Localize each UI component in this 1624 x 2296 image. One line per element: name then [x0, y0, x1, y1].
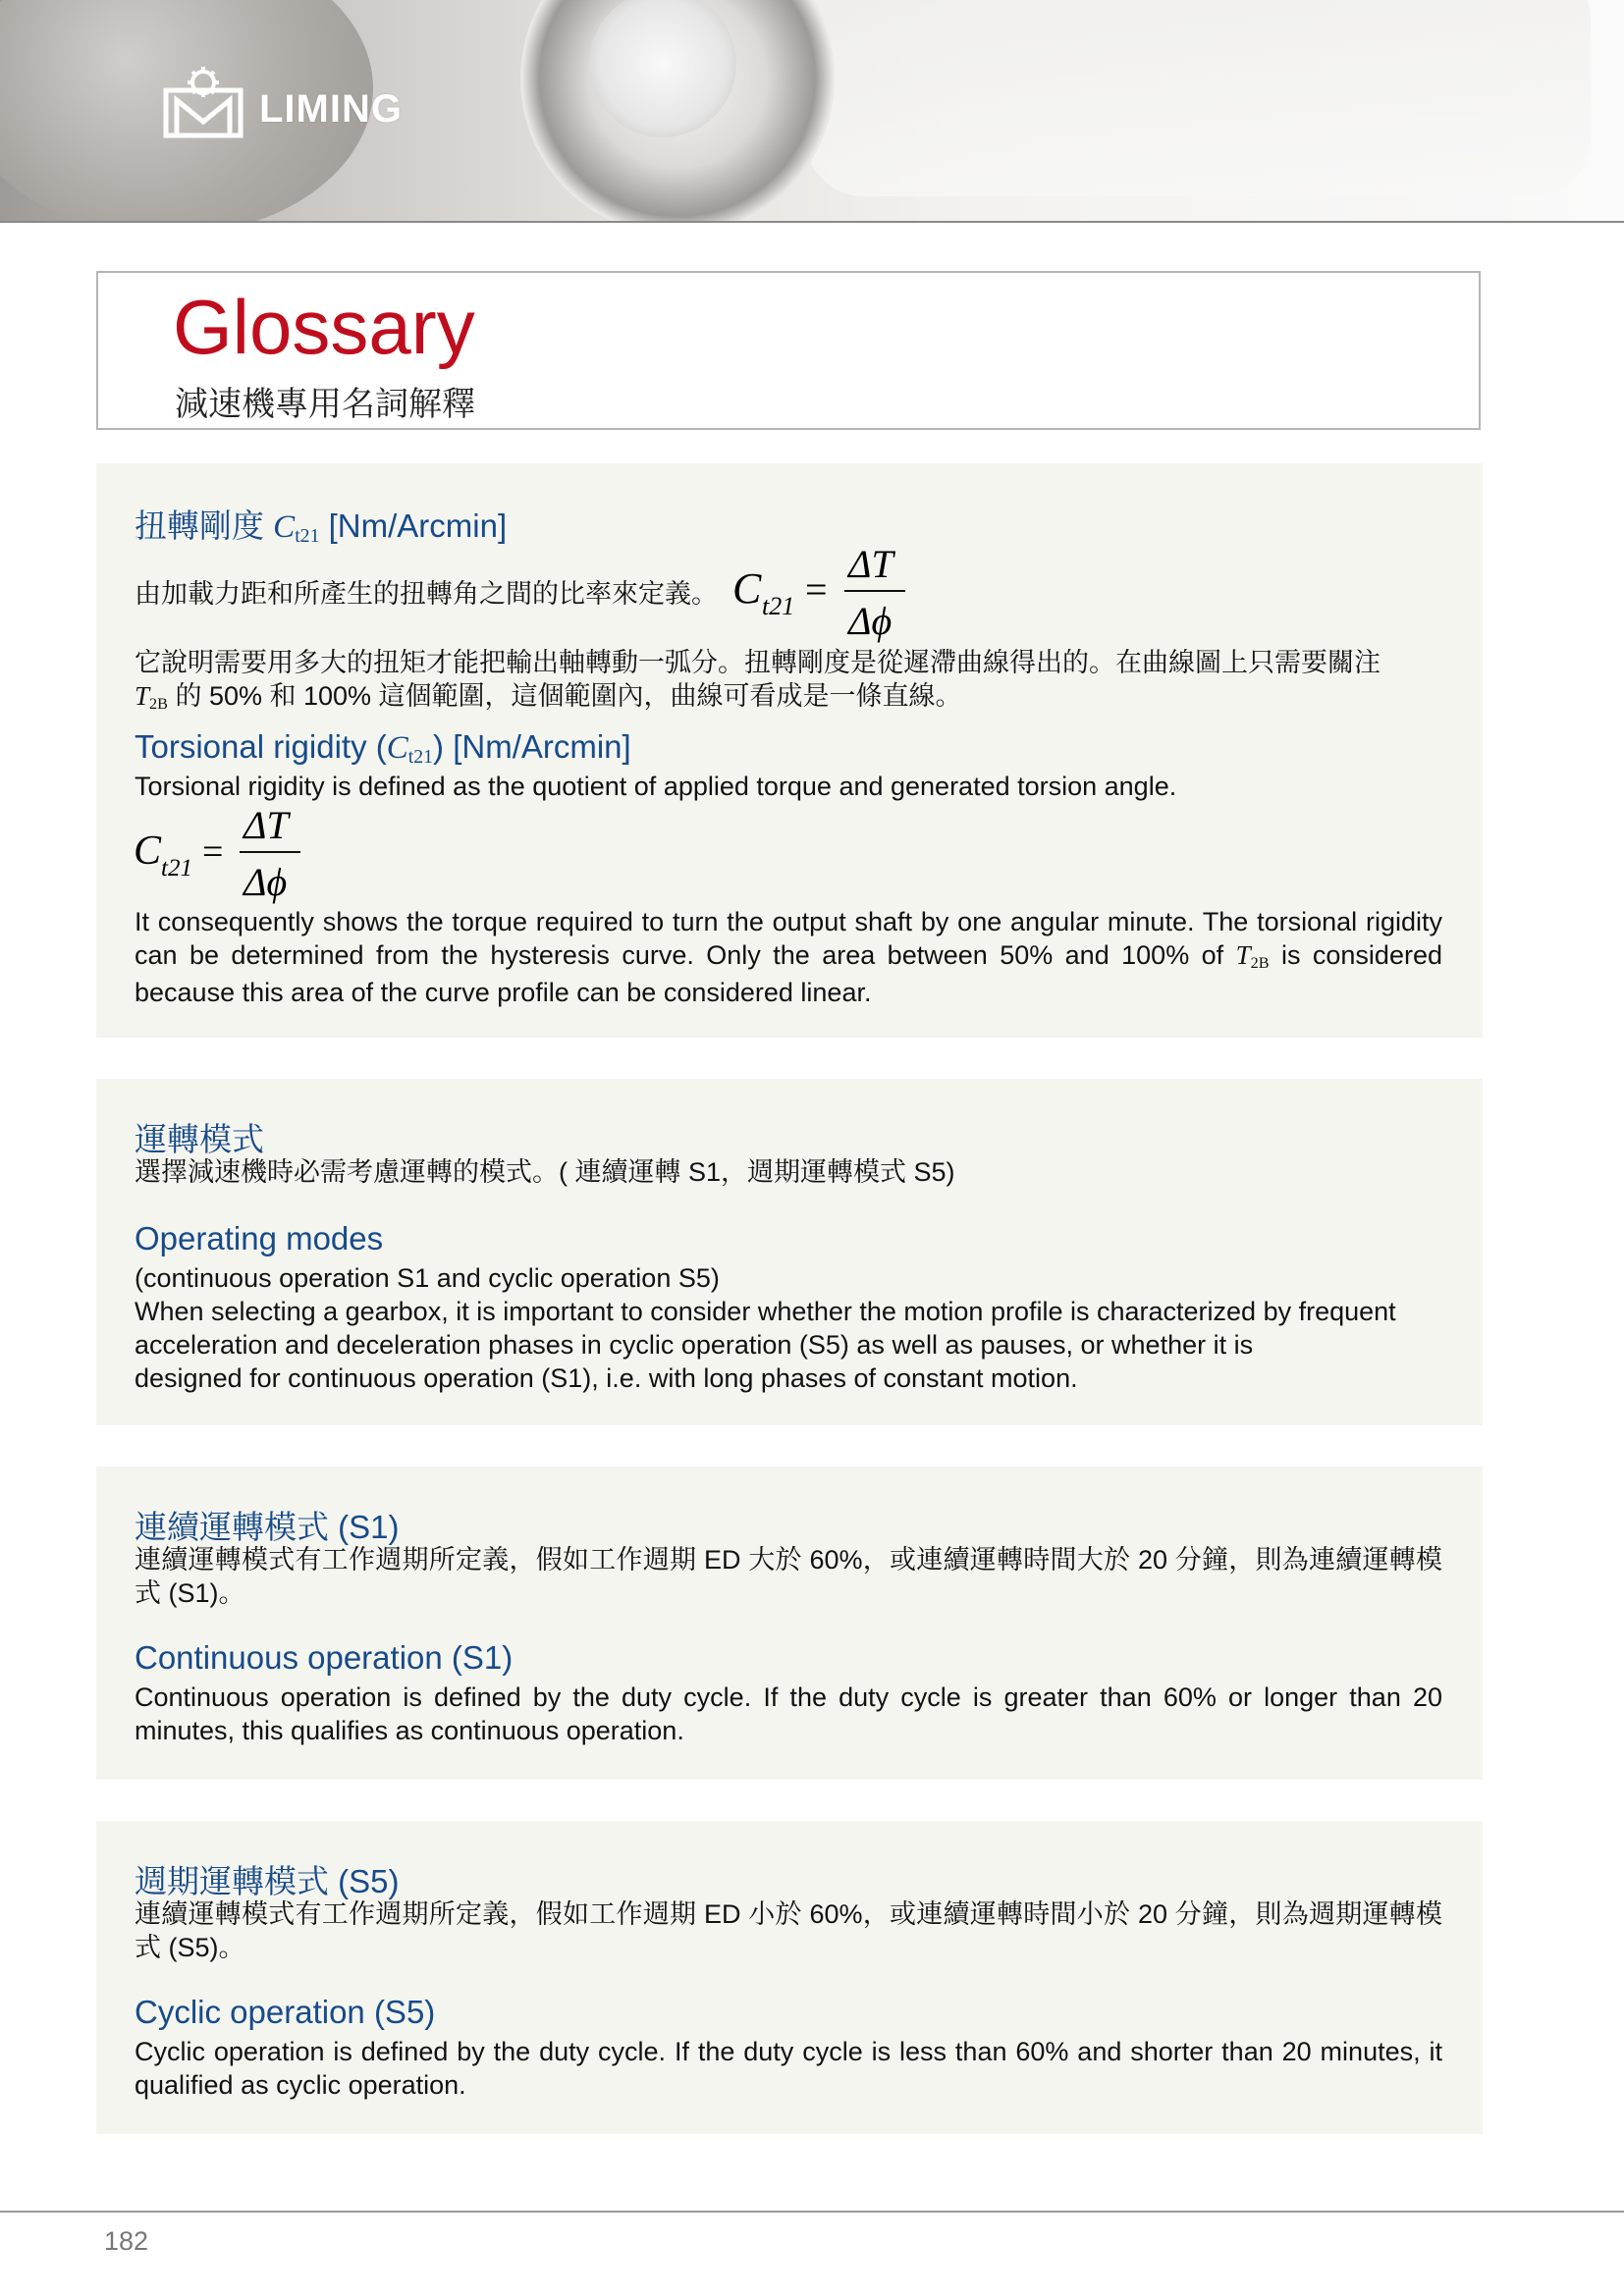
heading-text: 扭轉剛度 [135, 507, 274, 544]
panel-operating-modes [96, 1079, 1483, 1425]
symbol-c: C [386, 730, 408, 766]
symbol-sub: 2B [1250, 954, 1270, 973]
symbol-t: T [135, 681, 150, 711]
formula-eq: = [805, 567, 828, 612]
page-subtitle: 減速機專用名詞解釋 [175, 386, 475, 423]
modes-en-heading: Operating modes [135, 1220, 384, 1256]
footer-rule [0, 2211, 1624, 2213]
rigidity-en-heading [135, 728, 631, 767]
panel-torsional-rigidity [96, 463, 1483, 1038]
s5-zh-heading: 週期運轉模式 (S5) [135, 1863, 400, 1899]
s1-zh-heading: 連續運轉模式 (S1) [135, 1509, 400, 1545]
rigidity-formula-zh [725, 536, 911, 644]
logo-wordmark: LIMING [259, 86, 403, 131]
symbol-sub: 2B [149, 695, 168, 714]
body-text: is considered because this area of the curve profile can be considered linear. [135, 940, 1442, 1007]
shaft-photo-right [805, 0, 1591, 196]
rigidity-en-body [135, 905, 1442, 1009]
symbol-c: C [273, 509, 296, 545]
title-box [96, 271, 1481, 430]
s5-en-heading: Cyclic operation (S5) [135, 1994, 436, 2030]
formula-eq: = [202, 831, 224, 873]
panel-cyclic-operation [96, 1821, 1483, 2134]
rigidity-zh-heading [135, 501, 507, 547]
formula-numerator: ΔT [244, 803, 289, 847]
s1-zh-body: 連續運轉模式有工作週期所定義，假如工作週期 ED 大於 60%，或連續運轉時間大於 20 分鐘，則為連續運轉模式 (S1)。 [135, 1545, 1442, 1608]
body-text: It consequently shows the torque required to turn the output shaft by one angular minute. The torsional rigidity can be determined from the hysteresis curve. Only the area between 50% and 100% of [135, 907, 1442, 970]
heading-text: Torsional rigidity ( [135, 728, 387, 765]
s5-en-body: Cyclic operation is defined by the duty cycle. If the duty cycle is less than 60% and shorter than 20 minutes, it qualified as cyclic operation. [135, 2037, 1442, 2100]
rigidity-formula-en [132, 797, 318, 905]
body-text: 的 50% 和 100% 這個範圍，這個範圍內，曲線可看成是一條直線。 [167, 681, 962, 711]
formula-lhs-sub: t21 [161, 855, 192, 881]
body-text: 它說明需要用多大的扭矩才能把輸出軸轉動一弧分。扭轉剛度是從遲滯曲線得出的。在曲線圖上只需要關注 [135, 648, 1380, 677]
page-number: 182 [104, 2226, 149, 2256]
heading-unit: ) [Nm/Arcmin] [433, 728, 631, 765]
logo-gear-icon [163, 65, 244, 139]
symbol-sub: t21 [295, 524, 320, 547]
panel-continuous-operation [96, 1467, 1483, 1780]
s1-en-heading: Continuous operation (S1) [135, 1639, 514, 1676]
body-line: designed for continuous operation (S1), i.e. with long phases of constant motion. [135, 1363, 1078, 1393]
formula-denominator: Δϕ [244, 860, 288, 904]
rigidity-zh-body [135, 646, 1442, 717]
body-line: (continuous operation S1 and cyclic operation S5) [135, 1263, 720, 1293]
brand-logo [163, 65, 403, 139]
rigidity-en-definition: Torsional rigidity is defined as the quotient of applied torque and generated torsion angle. [135, 772, 1177, 801]
formula-denominator: Δϕ [848, 599, 893, 643]
symbol-sub: t21 [407, 745, 434, 768]
formula-numerator: ΔT [848, 542, 893, 586]
header-rule [0, 221, 1624, 223]
modes-en-body [135, 1261, 1442, 1395]
s1-en-body: Continuous operation is defined by the duty cycle. If the duty cycle is greater than 60% or longer than 20 minutes, this qualifies as continuous operation. [135, 1682, 1442, 1745]
formula-lhs: C [732, 564, 762, 613]
rigidity-zh-definition: 由加載力距和所產生的扭轉角之間的比率來定義。 [135, 579, 718, 609]
modes-zh-body: 選擇減速機時必需考慮運轉的模式。( 連續運轉 S1，週期運轉模式 S5) [135, 1157, 955, 1187]
page-title: Glossary [173, 284, 475, 370]
s5-zh-body: 連續運轉模式有工作週期所定義，假如工作週期 ED 小於 60%，或連續運轉時間小於 20 分鐘，則為週期運轉模式 (S5)。 [135, 1899, 1442, 1962]
header-banner [0, 0, 1624, 223]
formula-lhs: C [134, 828, 162, 874]
body-line: When selecting a gearbox, it is important to consider whether the motion profile is characterized by frequent [135, 1297, 1396, 1326]
heading-unit: [Nm/Arcmin] [319, 507, 508, 544]
body-line: acceleration and deceleration phases in cyclic operation (S5) as well as pauses, or whether it is [135, 1330, 1254, 1360]
modes-zh-heading: 運轉模式 [135, 1121, 264, 1157]
symbol-t: T [1235, 940, 1251, 970]
formula-lhs-sub: t21 [762, 592, 795, 620]
